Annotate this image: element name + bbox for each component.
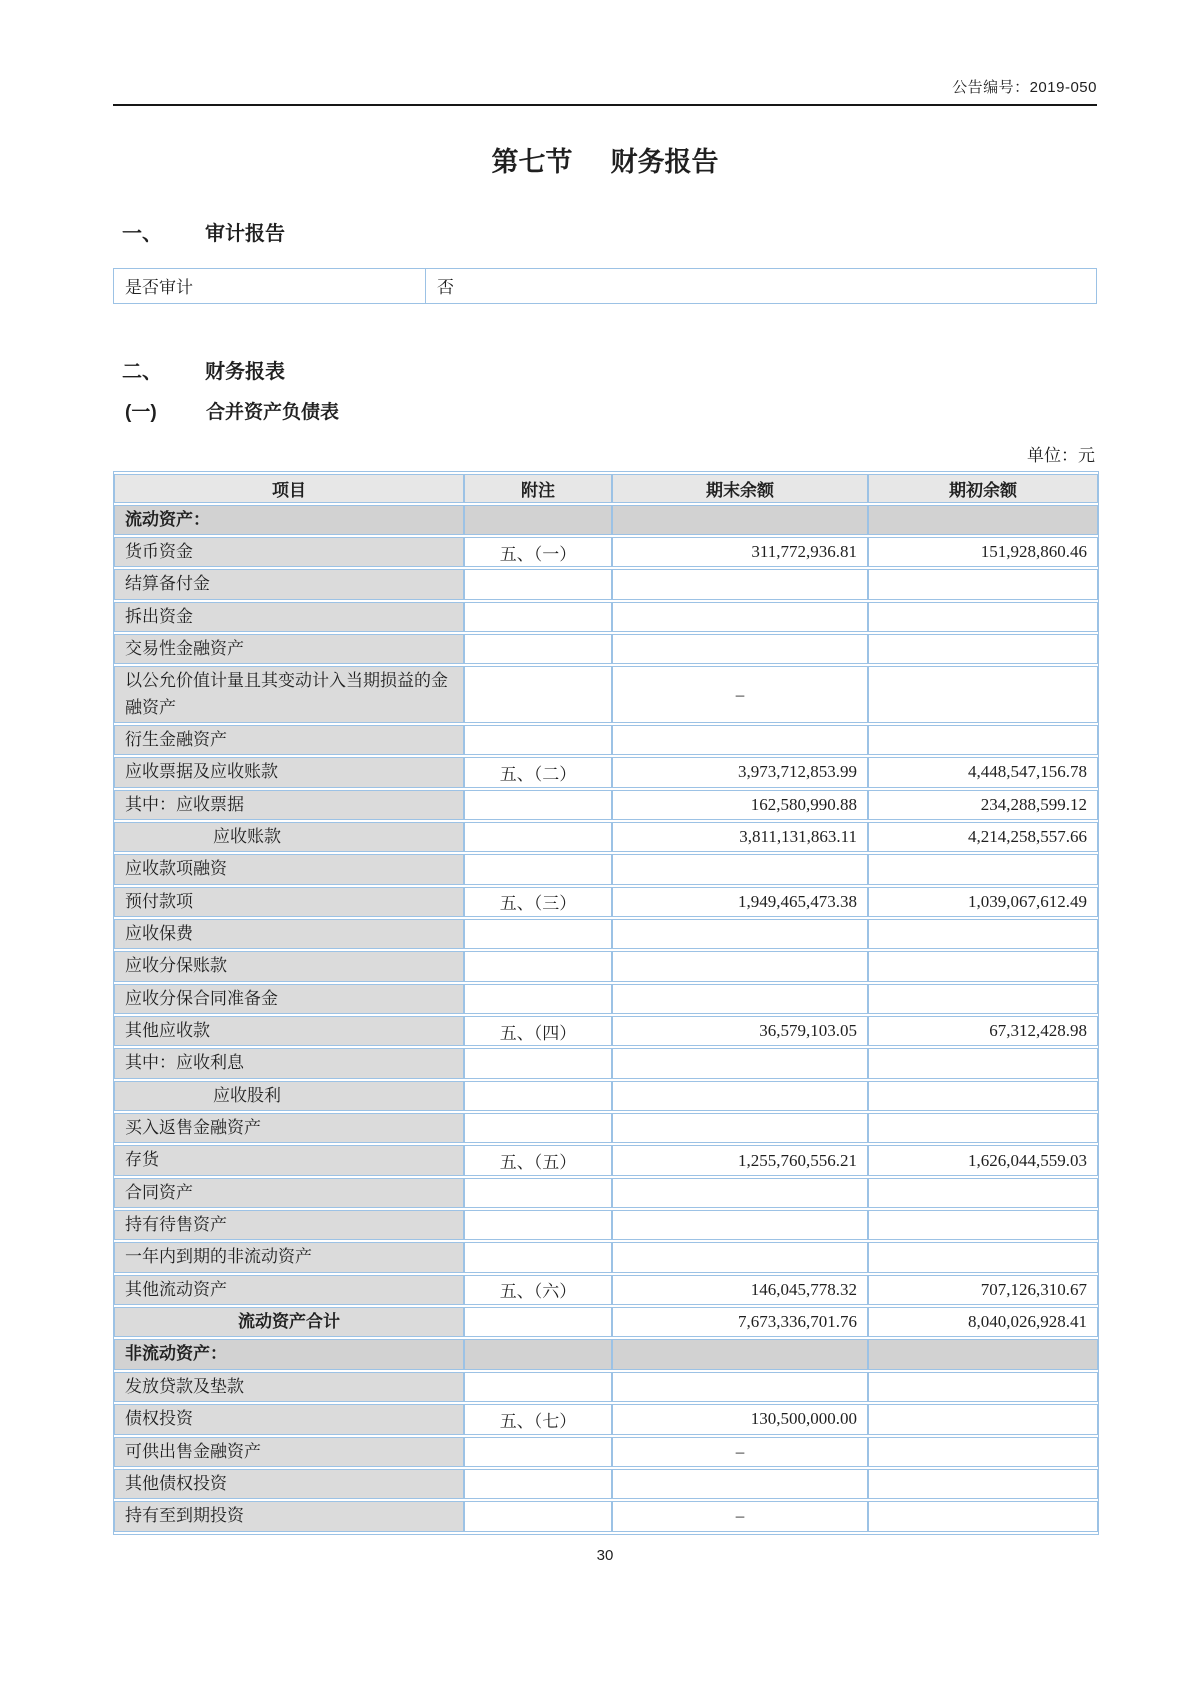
bs-cell-item: 其他应收款 — [114, 1016, 464, 1046]
bs-cell-item: 流动资产： — [114, 505, 464, 535]
bs-cell-note — [464, 569, 612, 599]
table-row — [114, 1372, 1098, 1402]
bs-cell-note — [464, 1372, 612, 1402]
table-row — [114, 1275, 1098, 1305]
bs-cell-beginning-balance — [868, 1178, 1098, 1208]
table-row — [114, 1469, 1098, 1499]
bs-cell-item: 可供出售金融资产 — [114, 1437, 464, 1467]
balance-sheet-table — [113, 471, 1099, 1535]
bs-cell-ending-balance — [612, 569, 868, 599]
bs-cell-beginning-balance — [868, 951, 1098, 981]
bs-cell-note — [464, 1113, 612, 1143]
section-row — [114, 505, 1098, 535]
bs-cell-item: 货币资金 — [114, 537, 464, 567]
bs-cell-item: 其他债权投资 — [114, 1469, 464, 1499]
bs-cell-beginning-balance — [868, 1372, 1098, 1402]
table-row — [114, 537, 1098, 567]
page-title — [113, 146, 1097, 180]
bs-cell-item: 买入返售金融资产 — [114, 1113, 464, 1143]
bs-cell-ending-balance — [612, 984, 868, 1014]
table-row — [114, 1437, 1098, 1467]
header-rule — [113, 104, 1097, 106]
bs-cell-beginning-balance — [868, 505, 1098, 535]
bs-cell-item: 应收分保合同准备金 — [114, 984, 464, 1014]
bs-cell-beginning-balance — [868, 1113, 1098, 1143]
bs-cell-ending-balance — [612, 634, 868, 664]
bs-cell-ending-balance: 162,580,990.88 — [612, 790, 868, 820]
bs-cell-item: 非流动资产： — [114, 1339, 464, 1369]
heading-number: 二、 — [122, 360, 162, 383]
bs-cell-beginning-balance — [868, 1469, 1098, 1499]
bs-cell-beginning-balance: 234,288,599.12 — [868, 790, 1098, 820]
bs-cell-beginning-balance — [868, 602, 1098, 632]
bs-cell-ending-balance — [612, 1339, 868, 1369]
column-header-ending-balance: 期末余额 — [612, 474, 868, 503]
bs-cell-beginning-balance: 4,214,258,557.66 — [868, 822, 1098, 852]
audit-answer-cell: 否 — [426, 268, 1097, 303]
bs-cell-beginning-balance: 8,040,026,928.41 — [868, 1307, 1098, 1337]
bs-cell-ending-balance: – — [612, 1501, 868, 1531]
bs-cell-beginning-balance: 4,448,547,156.78 — [868, 757, 1098, 787]
bs-cell-beginning-balance — [868, 854, 1098, 884]
heading-label: 审计报告 — [205, 222, 285, 245]
table-row — [114, 1016, 1098, 1046]
total-row — [114, 1307, 1098, 1337]
bs-cell-beginning-balance — [868, 725, 1098, 755]
bs-cell-item: 债权投资 — [114, 1404, 464, 1434]
heading-audit-report — [113, 222, 1097, 246]
bs-cell-note — [464, 1242, 612, 1272]
bs-cell-note — [464, 984, 612, 1014]
bs-cell-beginning-balance — [868, 1501, 1098, 1531]
table-row — [114, 822, 1098, 852]
table-row — [114, 984, 1098, 1014]
column-header-beginning-balance: 期初余额 — [868, 474, 1098, 503]
bs-cell-beginning-balance — [868, 666, 1098, 723]
table-row — [114, 919, 1098, 949]
bs-cell-ending-balance — [612, 1242, 868, 1272]
bs-cell-ending-balance: 1,255,760,556.21 — [612, 1145, 868, 1175]
subheading-number: (一) — [125, 401, 157, 423]
table-row — [114, 666, 1098, 723]
bs-cell-note — [464, 1081, 612, 1111]
bs-cell-beginning-balance: 1,626,044,559.03 — [868, 1145, 1098, 1175]
bs-cell-item: 持有至到期投资 — [114, 1501, 464, 1531]
table-row — [114, 1048, 1098, 1078]
table-row — [114, 602, 1098, 632]
section-row — [114, 1339, 1098, 1369]
bs-cell-ending-balance — [612, 919, 868, 949]
table-row — [114, 634, 1098, 664]
table-row — [114, 757, 1098, 787]
bs-cell-ending-balance: 1,949,465,473.38 — [612, 887, 868, 917]
bs-cell-ending-balance — [612, 1178, 868, 1208]
page-number: 30 — [596, 1546, 614, 1564]
bs-cell-note — [464, 919, 612, 949]
balance-sheet-header-row — [114, 474, 1098, 503]
table-row — [114, 854, 1098, 884]
heading-financial-statements — [113, 360, 1097, 384]
bs-cell-item: 预付款项 — [114, 887, 464, 917]
table-row — [114, 887, 1098, 917]
table-row — [114, 1501, 1098, 1531]
bs-cell-item: 其他流动资产 — [114, 1275, 464, 1305]
bs-cell-beginning-balance — [868, 1081, 1098, 1111]
bs-cell-ending-balance — [612, 725, 868, 755]
bs-cell-note — [464, 1339, 612, 1369]
bs-cell-item: 以公允价值计量且其变动计入当期损益的金融资产 — [114, 666, 464, 723]
table-row — [114, 1404, 1098, 1434]
bs-cell-note — [464, 854, 612, 884]
bs-cell-item: 衍生金融资产 — [114, 725, 464, 755]
title-section-number: 第七节 — [491, 147, 573, 177]
table-row — [114, 1210, 1098, 1240]
bs-cell-note — [464, 666, 612, 723]
table-row — [114, 569, 1098, 599]
table-row — [114, 1113, 1098, 1143]
bs-cell-beginning-balance — [868, 1242, 1098, 1272]
column-header-item: 项目 — [114, 474, 464, 503]
announcement-number: 公告编号：2019-050 — [952, 79, 1097, 96]
bs-cell-ending-balance: 7,673,336,701.76 — [612, 1307, 868, 1337]
bs-cell-item: 其中：应收利息 — [114, 1048, 464, 1078]
bs-cell-ending-balance — [612, 1372, 868, 1402]
bs-cell-ending-balance: – — [612, 666, 868, 723]
bs-cell-beginning-balance — [868, 1048, 1098, 1078]
bs-cell-item: 应收款项融资 — [114, 854, 464, 884]
bs-cell-beginning-balance — [868, 1437, 1098, 1467]
bs-cell-item: 应收股利 — [114, 1081, 464, 1111]
bs-cell-note — [464, 634, 612, 664]
bs-cell-ending-balance — [612, 505, 868, 535]
bs-cell-beginning-balance: 67,312,428.98 — [868, 1016, 1098, 1046]
bs-cell-beginning-balance — [868, 1210, 1098, 1240]
bs-cell-item: 存货 — [114, 1145, 464, 1175]
bs-cell-item: 应收保费 — [114, 919, 464, 949]
bs-cell-note — [464, 725, 612, 755]
bs-cell-ending-balance: 130,500,000.00 — [612, 1404, 868, 1434]
bs-cell-item: 流动资产合计 — [114, 1307, 464, 1337]
bs-cell-ending-balance — [612, 1113, 868, 1143]
table-row — [114, 1081, 1098, 1111]
bs-cell-item: 应收票据及应收账款 — [114, 757, 464, 787]
table-row — [114, 951, 1098, 981]
table-row — [114, 725, 1098, 755]
bs-cell-ending-balance: – — [612, 1437, 868, 1467]
bs-cell-item: 应收账款 — [114, 822, 464, 852]
unit-label: 单位：元 — [1027, 445, 1095, 465]
bs-cell-item: 交易性金融资产 — [114, 634, 464, 664]
bs-cell-note: 五、（五） — [464, 1145, 612, 1175]
bs-cell-beginning-balance — [868, 1404, 1098, 1434]
bs-cell-ending-balance — [612, 1048, 868, 1078]
bs-cell-note: 五、（六） — [464, 1275, 612, 1305]
bs-cell-ending-balance: 36,579,103.05 — [612, 1016, 868, 1046]
bs-cell-beginning-balance: 1,039,067,612.49 — [868, 887, 1098, 917]
bs-cell-ending-balance: 311,772,936.81 — [612, 537, 868, 567]
bs-cell-note — [464, 1210, 612, 1240]
table-row — [114, 1242, 1098, 1272]
bs-cell-note — [464, 951, 612, 981]
heading-balance-sheet — [113, 402, 1097, 425]
bs-cell-note: 五、（二） — [464, 757, 612, 787]
audit-question-cell: 是否审计 — [114, 268, 426, 303]
bs-cell-note — [464, 1469, 612, 1499]
bs-cell-beginning-balance — [868, 569, 1098, 599]
bs-cell-note — [464, 1307, 612, 1337]
table-row — [114, 790, 1098, 820]
subheading-label: 合并资产负债表 — [206, 401, 340, 423]
bs-cell-item: 发放贷款及垫款 — [114, 1372, 464, 1402]
heading-label: 财务报表 — [205, 360, 285, 383]
bs-cell-item: 应收分保账款 — [114, 951, 464, 981]
bs-cell-beginning-balance — [868, 984, 1098, 1014]
bs-cell-item: 持有待售资产 — [114, 1210, 464, 1240]
audit-table-row — [114, 268, 1097, 303]
bs-cell-note: 五、（三） — [464, 887, 612, 917]
bs-cell-item: 一年内到期的非流动资产 — [114, 1242, 464, 1272]
bs-cell-note — [464, 602, 612, 632]
bs-cell-note: 五、（一） — [464, 537, 612, 567]
table-row — [114, 1145, 1098, 1175]
bs-cell-ending-balance — [612, 951, 868, 981]
bs-cell-note: 五、（七） — [464, 1404, 612, 1434]
bs-cell-item: 其中：应收票据 — [114, 790, 464, 820]
bs-cell-beginning-balance: 707,126,310.67 — [868, 1275, 1098, 1305]
bs-cell-ending-balance — [612, 854, 868, 884]
audit-table — [113, 268, 1097, 304]
bs-cell-beginning-balance — [868, 634, 1098, 664]
bs-cell-note — [464, 1048, 612, 1078]
bs-cell-note — [464, 1501, 612, 1531]
bs-cell-ending-balance: 146,045,778.32 — [612, 1275, 868, 1305]
table-row — [114, 1178, 1098, 1208]
bs-cell-ending-balance — [612, 602, 868, 632]
column-header-note: 附注 — [464, 474, 612, 503]
bs-cell-note — [464, 790, 612, 820]
bs-cell-item: 合同资产 — [114, 1178, 464, 1208]
title-section-name: 财务报告 — [610, 147, 719, 177]
bs-cell-beginning-balance: 151,928,860.46 — [868, 537, 1098, 567]
bs-cell-beginning-balance — [868, 919, 1098, 949]
bs-cell-ending-balance: 3,811,131,863.11 — [612, 822, 868, 852]
bs-cell-note — [464, 1178, 612, 1208]
heading-number: 一、 — [122, 222, 162, 245]
bs-cell-note — [464, 505, 612, 535]
bs-cell-ending-balance: 3,973,712,853.99 — [612, 757, 868, 787]
bs-cell-beginning-balance — [868, 1339, 1098, 1369]
bs-cell-note — [464, 1437, 612, 1467]
bs-cell-ending-balance — [612, 1469, 868, 1499]
bs-cell-note: 五、（四） — [464, 1016, 612, 1046]
bs-cell-item: 拆出资金 — [114, 602, 464, 632]
bs-cell-ending-balance — [612, 1210, 868, 1240]
bs-cell-item: 结算备付金 — [114, 569, 464, 599]
bs-cell-ending-balance — [612, 1081, 868, 1111]
bs-cell-note — [464, 822, 612, 852]
